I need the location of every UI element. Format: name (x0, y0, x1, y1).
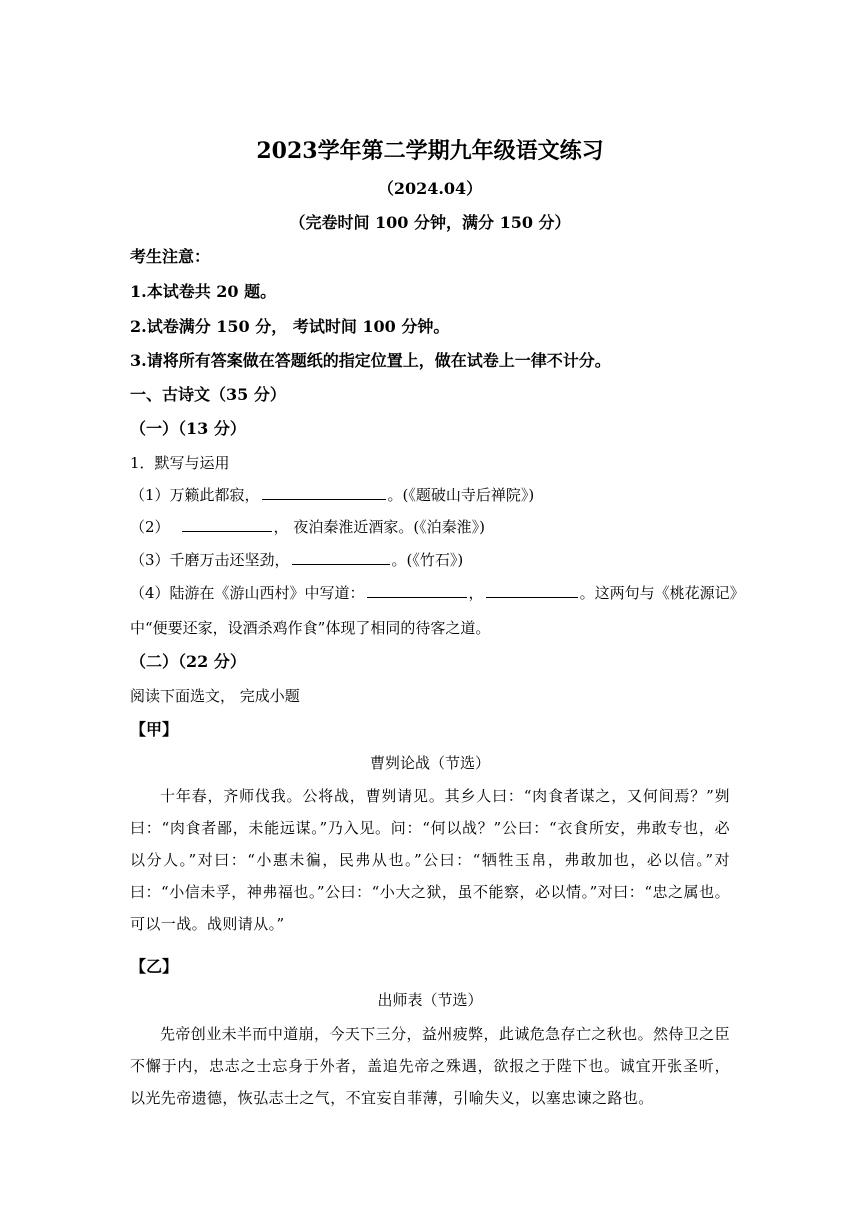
answer-blank (367, 583, 467, 598)
passage-yi (130, 1018, 730, 1114)
section-heading: 一、古诗文（35 分） (130, 385, 286, 404)
answer-blank (262, 485, 386, 500)
question-title: 1．默写与运用 (130, 454, 230, 472)
question-item (130, 582, 745, 604)
exam-date: （2024.04） (377, 179, 483, 198)
item-prefix: （4）陆游在《游山西村》中写道： (130, 584, 365, 602)
passage-jia (130, 780, 730, 940)
item-prefix: （3）千磨万击还坚劲， (130, 551, 290, 569)
question-item (130, 516, 485, 538)
passage-label: 【乙】 (130, 957, 179, 976)
answer-blank (182, 517, 272, 532)
notice-item: 3.请将所有答案做在答题纸的指定位置上，做在试卷上一律不计分。 (130, 351, 611, 370)
passage-label: 【甲】 (130, 720, 179, 739)
item-suffix: 。(《竹石》) (391, 551, 464, 569)
passage-text: 先帝创业未半而中道崩，今天下三分，益州疲弊，此诚危急存亡之秋也。然侍卫之臣不懈于内，忠志之士忘身于外者，盖追先帝之殊遇，欲报之于陛下也。诚宜开张圣听，以光先帝遗德，恢弘志士之气，不宜妄自菲薄，引喻失义，以塞忠谏之路也。 (130, 1025, 730, 1107)
question-item (130, 484, 534, 506)
passage-title: 曹刿论战（节选） (369, 754, 490, 772)
answer-blank (486, 583, 578, 598)
notice-heading: 考生注意： (130, 247, 211, 266)
item-suffix: ， 夜泊秦淮近酒家。(《泊秦淮》) (273, 518, 486, 536)
notice-item: 1.本试卷共 20 题。 (130, 282, 277, 301)
reading-instruction: 阅读下面选文， 完成小题 (130, 687, 300, 705)
notice-item: 2.试卷满分 150 分， 考试时间 100 分钟。 (130, 317, 450, 336)
answer-blank (292, 550, 390, 565)
part-heading: （一）（13 分） (130, 419, 246, 438)
question-item-continuation: 中“便要还家，设酒杀鸡作食”体现了相同的待客之道。 (130, 619, 491, 637)
passage-text: 十年春，齐师伐我。公将战，曹刿请见。其乡人曰：“肉食者谋之，又何间焉？”刿曰：“肉食者鄙，未能远谋。”乃入见。问：“何以战？”公曰：“衣食所安，弗敢专也，必以分人。”对曰：“小惠未徧，民弗从也。”公曰：“牺牲玉帛，弗敢加也，必以信。”对曰：“小信未孚，神弗福也。”公曰：“小大之狱，虽不能察，必以情。”对曰：“忠之属也。可以一战。战则请从。” (130, 787, 730, 933)
item-prefix: （2） (130, 518, 170, 536)
part-heading: （二）（22 分） (130, 652, 246, 671)
item-suffix: 。(《题破山寺后禅院》) (387, 486, 535, 504)
exam-duration: （完卷时间 100 分钟，满分 150 分） (289, 213, 571, 232)
passage-title: 出师表（节选） (377, 991, 483, 1009)
item-mid: ， (468, 584, 484, 602)
item-suffix: 。这两句与《桃花源记》 (579, 584, 745, 602)
item-prefix: （1）万籁此都寂， (130, 486, 260, 504)
exam-title: 2023学年第二学期九年级语文练习 (256, 138, 604, 164)
question-item (130, 549, 463, 571)
